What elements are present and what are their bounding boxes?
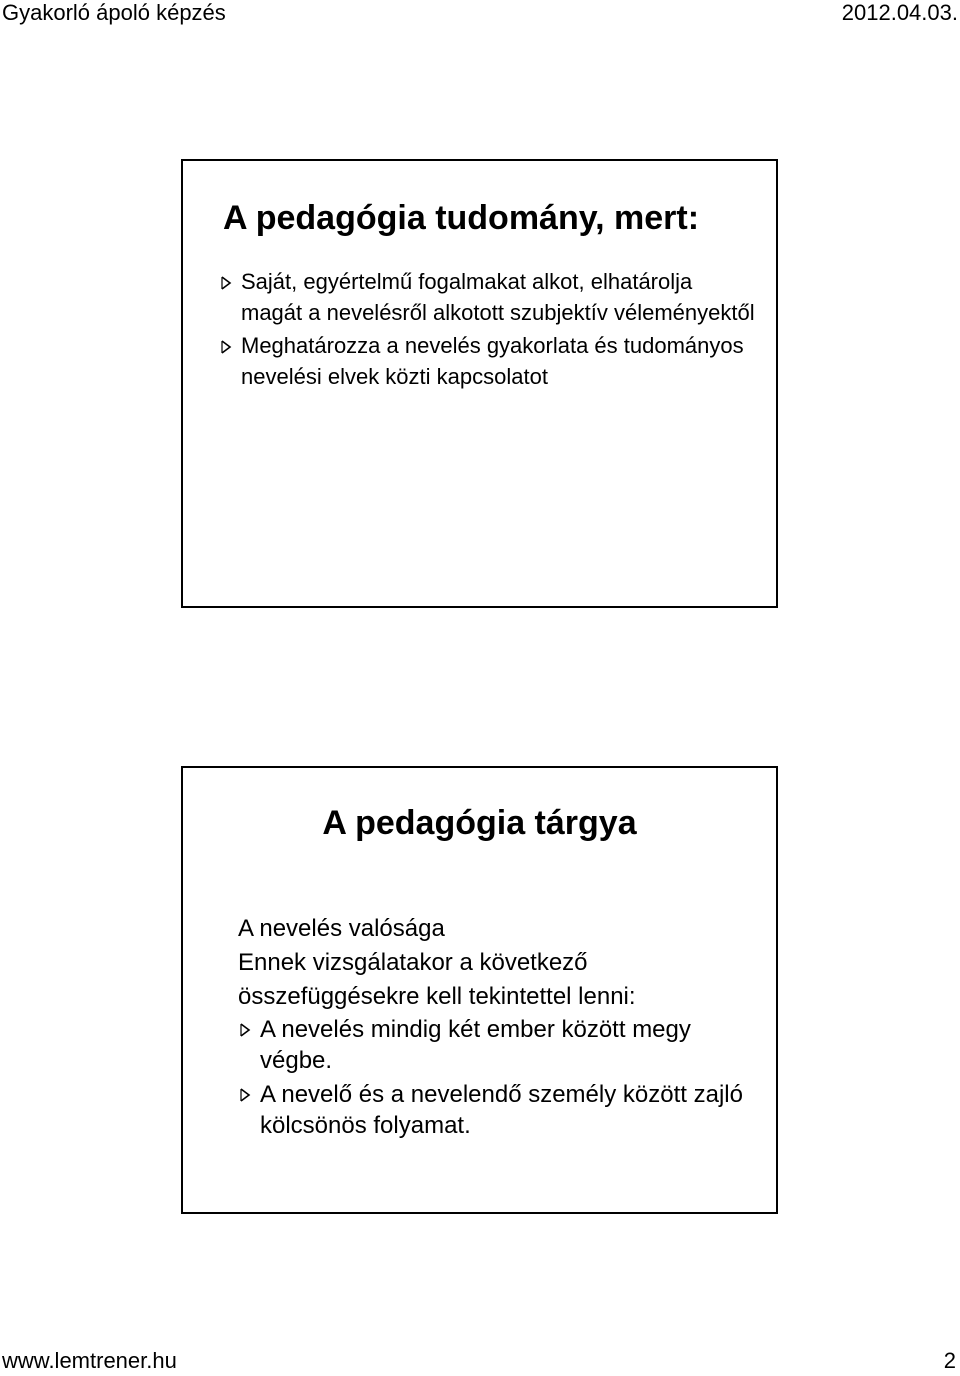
list-item [219, 267, 759, 328]
arrow-bullet-icon [238, 1088, 252, 1102]
slide-2-title: A pedagógia tárgya [322, 804, 637, 842]
list-item [238, 1014, 758, 1076]
bullet-text: A nevelés mindig két ember között megy végbe. [260, 1016, 691, 1074]
header-date: 2012.04.03. [841, 0, 958, 25]
list-item [238, 1079, 758, 1141]
bullet-text: Saját, egyértelmű fogalmakat alkot, elhatárolja magát a nevelésről alkotott szubjektív véleményektől [241, 269, 755, 325]
body-line: Ennek vizsgálatakor a következő [238, 949, 588, 976]
bullet-text: Meghatározza a nevelés gyakorlata és tudományos nevelési elvek közti kapcsolatot [241, 333, 744, 389]
arrow-bullet-icon [238, 1023, 252, 1037]
arrow-bullet-icon [219, 276, 233, 290]
footer-site: www.lemtrener.hu [2, 1348, 177, 1373]
slide-2-body [238, 912, 758, 1144]
footer-page-number: 2 [943, 1348, 956, 1373]
slide-1 [181, 159, 778, 608]
slide-1-bullet-list [219, 267, 759, 395]
header-title: Gyakorló ápoló képzés [2, 0, 226, 25]
slide-2-bullet-list [238, 1014, 758, 1141]
list-item [219, 331, 759, 392]
body-line: A nevelés valósága [238, 915, 445, 942]
bullet-text: A nevelő és a nevelendő személy között zajló kölcsönös folyamat. [260, 1081, 743, 1139]
slide-1-title: A pedagógia tudomány, mert: [223, 199, 700, 237]
arrow-bullet-icon [219, 340, 233, 354]
body-line: összefüggésekre kell tekintettel lenni: [238, 983, 636, 1010]
slide-2 [181, 766, 778, 1214]
